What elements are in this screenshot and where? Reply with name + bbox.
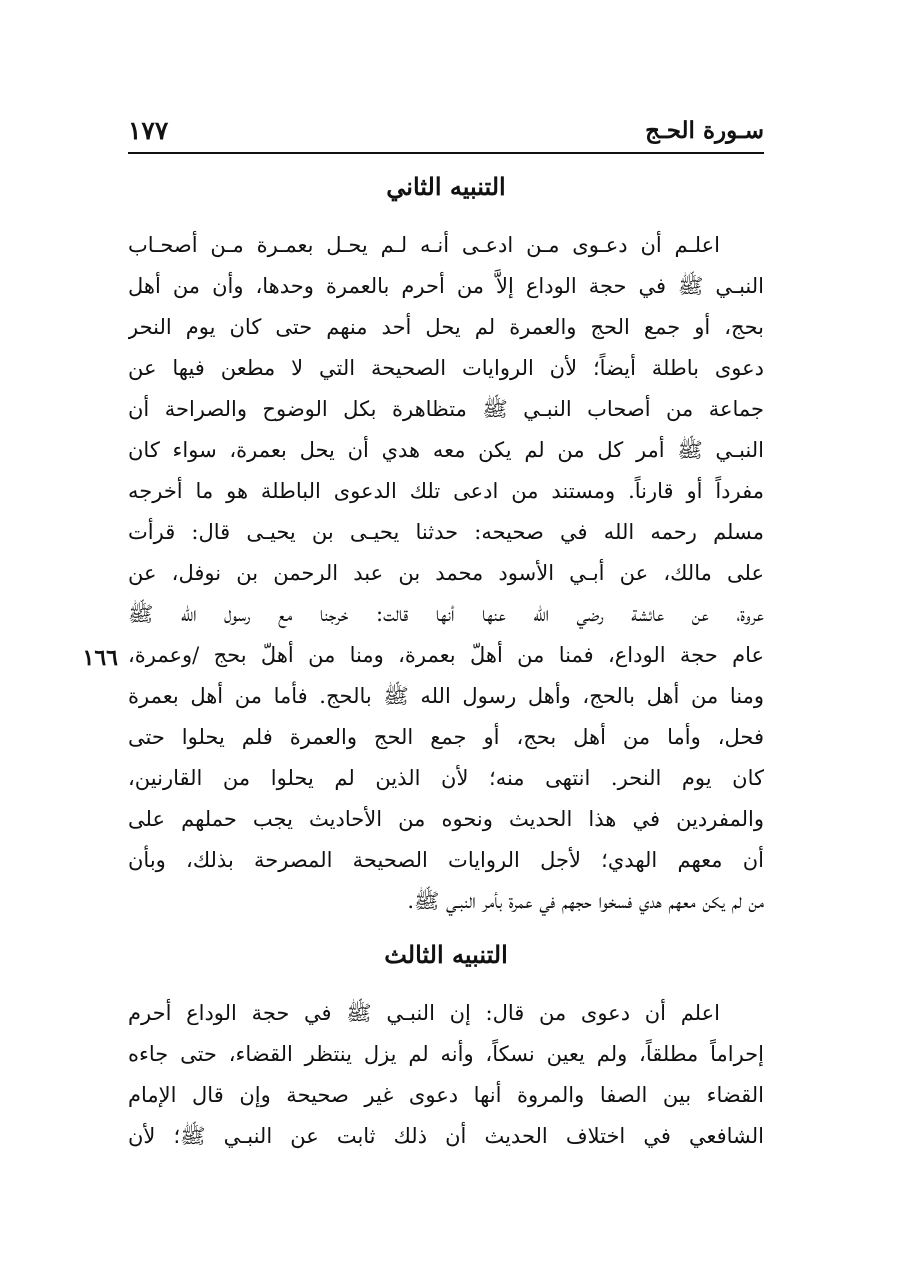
section-heading-second-note: التنبيه الثاني	[386, 172, 506, 201]
text-line: الشافعي في اختلاف الحديث أن ذلك ثابت عن النبـي ﷺ؛ لأن	[128, 1124, 764, 1148]
text-line: ومنا من أهل بالحج، وأهل رسول الله ﷺ بالحج. فأما من أهل بعمرة	[128, 684, 764, 708]
text-line: إحراماً مطلقاً، ولم يعين نسكاً، وأنه لم يزل ينتظر القضاء، حتى جاءه	[128, 1042, 764, 1066]
text-line: النبـي ﷺ أمر كل من لم يكن معه هدي أن يحل بعمرة، سواء كان	[128, 438, 764, 462]
header-rule	[128, 152, 764, 154]
text-line: من لم يكن معهم هدي فسخوا حجهم في عمرة بأمر النبـي ﷺ.	[407, 889, 764, 913]
text-line: فحل، وأما من أهل بحج، أو جمع الحج والعمرة فلم يحلوا حتى	[128, 725, 764, 749]
text-line: دعوى باطلة أيضاً؛ لأن الروايات الصحيحة التي لا مطعن فيها عن	[128, 356, 764, 380]
text-line: جماعة من أصحاب النبـي ﷺ متظاهرة بكل الوضوح والصراحة أن	[128, 397, 764, 421]
text-line: عام حجة الوداع، فمنا من أهلّ بعمرة، ومنا من أهلّ بحج /وعمرة،	[128, 643, 764, 667]
text-line: على مالك، عن أبـي الأسود محمد بن عبد الرحمن بن نوفل، عن	[128, 561, 764, 585]
surah-title: سـورة الحـج	[645, 116, 764, 144]
text-line: مفرداً أو قارناً. ومستند من ادعى تلك الدعوى الباطلة هو ما أخرجه	[128, 479, 764, 503]
text-line: أن معهم الهدي؛ لأجل الروايات الصحيحة المصرحة بذلك، وبأن	[128, 848, 764, 872]
text-line: بحج، أو جمع الحج والعمرة لم يحل أحد منهم حتى كان يوم النحر	[128, 315, 764, 339]
page-number: ١٧٧	[128, 115, 169, 145]
running-header	[128, 108, 764, 152]
text-line: القضاء بين الصفا والمروة أنها دعوى غير صحيحة وإن قال الإمام	[128, 1083, 764, 1107]
text-line: اعلم أن دعوى من قال: إن النبـي ﷺ في حجة الوداع أحرم	[128, 1001, 720, 1025]
text-line: مسلم رحمه الله في صحيحه: حدثنا يحيـى بن يحيـى قال: قرأت	[128, 520, 764, 544]
text-line: عروة، عن عائشة رضي الله عنها أنها قالت: خرجنا مع رسول الله ﷺ	[128, 602, 764, 626]
text-line: النبـي ﷺ في حجة الوداع إلاَّ من أحرم بالعمرة وحدها، وأن من أهل	[128, 274, 764, 298]
text-line: والمفردين في هذا الحديث ونحوه من الأحاديث يجب حملهم على	[128, 807, 764, 831]
section-heading-third-note: التنبيه الثالث	[384, 940, 508, 969]
text-line: اعلـم أن دعـوى مـن ادعـى أنـه لـم يحـل بعمـرة مـن أصحـاب	[128, 233, 720, 257]
text-line: كان يوم النحر. انتهى منه؛ لأن الذين لم يحلوا من القارنين،	[128, 766, 764, 790]
margin-page-marker: ١٦٦	[82, 645, 118, 671]
